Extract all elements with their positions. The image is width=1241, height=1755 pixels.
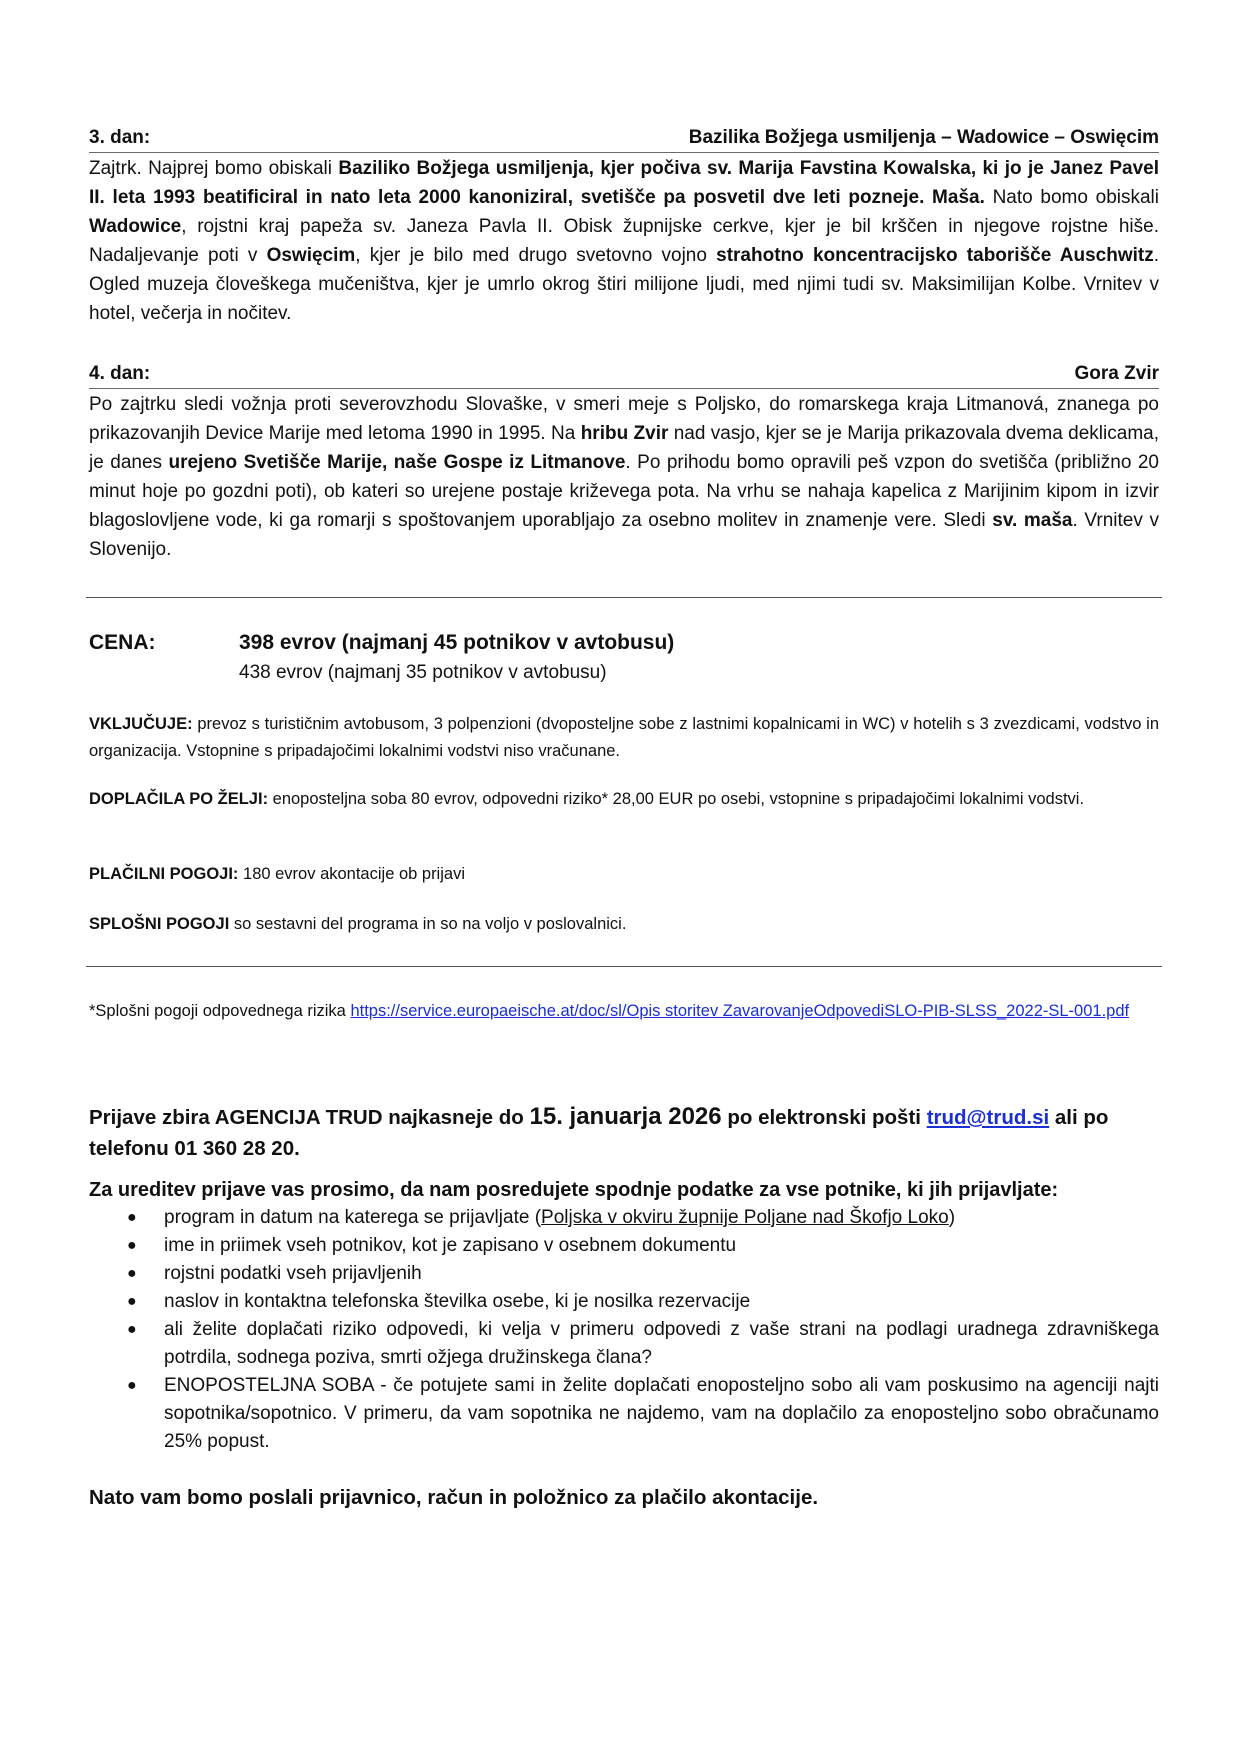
text-run-bold: sv. maša	[992, 510, 1073, 531]
bullet-icon: ●	[127, 1293, 137, 1310]
includes-text: prevoz s turističnim avtobusom, 3 polpenzioni (dvoposteljne sobe z lastnimi kopalnicami in WC) v hotelih s 3 zvezdicami, vodstvo in organizacija. Vstopnine s pripadajočimi lokalnimi vodstvi niso vračunane.	[89, 715, 1159, 760]
list-item: ● ali želite doplačati riziko odpovedi, ki velja v primeru odpovedi z vaše strani na podlagi uradnega zdravniškega potrdila, sodnega poziva, smrti ožjega družinskega člana?	[89, 1316, 1159, 1372]
day3-header	[89, 126, 1159, 153]
includes-label: VKLJUČUJE:	[89, 715, 193, 733]
text-run: Po zajtrku sledi vožnja proti severovzhodu Slovaške, v smeri meje s Poljsko, do romarskega kraja Litmanová, znanega po prikazovanjih Device Marije med letoma 1990 in 1995. Na	[89, 394, 1159, 444]
price-primary: 398 evrov (najmanj 45 potnikov v avtobusu)	[239, 631, 675, 654]
text-run: Nato bomo obiskali	[984, 187, 1159, 208]
footnote	[89, 998, 1159, 1025]
text-run: . Ogled muzeja človeškega mučeništva, kjer je umrlo okrog štiri milijone ljudi, med njimi tudi sv. Maksimilijan Kolbe. Vrnitev v hotel, večerja in nočitev.	[89, 245, 1160, 324]
text-run: . Po prihodu bomo opravili peš vzpon do svetišča (približno 20 minut hoje po gozdni poti), ob kateri so urejene postaje križevega pota. Na vrhu se nahaja kapelica z Marijinim kipom in izvir blagoslovljene vode, ki ga romarji s spoštovanjem uporabljajo za osebno molitev in znamenje vere. Sledi	[89, 452, 1159, 531]
text-run-bold: Wadowice	[89, 216, 182, 237]
text-run-bold: hribu Zvir	[580, 423, 669, 444]
general-terms-text: so sestavni del programa in so na voljo v poslovalnici.	[229, 915, 627, 933]
divider	[86, 597, 1162, 598]
payment-label: PLAČILNI POGOJI:	[89, 865, 239, 883]
text-run: . Vrnitev v Slovenijo.	[89, 510, 1159, 560]
day3-description	[89, 154, 1159, 328]
divider	[86, 966, 1162, 967]
day3-title: Bazilika Božjega usmiljenja – Wadowice – Oswięcim	[688, 127, 1159, 148]
bullet-icon: ●	[127, 1321, 137, 1338]
day4-header	[89, 362, 1159, 389]
day4-title: Gora Zvir	[1074, 363, 1159, 384]
insurance-terms-link[interactable]: https://service.europaeische.at/doc/sl/Opis storitev ZavarovanjeOdpovediSLO-PIB-SLSS_2022-SL-001.pdf	[350, 1002, 1130, 1020]
text-run-bold: strahotno koncentracijsko taborišče Auschwitz	[716, 245, 1154, 266]
price-secondary: 438 evrov (najmanj 35 potnikov v avtobusu)	[239, 662, 607, 683]
list-item: ● ime in priimek vseh potnikov, kot je zapisano v osebnem dokumentu	[89, 1232, 1159, 1260]
text-run-bold: Oswięcim	[266, 245, 356, 266]
payment-section	[89, 861, 1159, 888]
text-run-bold: Baziliko Božjega usmiljenja, kjer počiva sv. Marija Favstina Kowalska, ki jo je Janez Pavel II. leta 1993 beatificiral in nato leta 2000 kanoniziral, svetišče pa posvetil dve leti pozneje. Maša.	[89, 158, 1159, 208]
extras-text: enoposteljna soba 80 evrov, odpovedni riziko* 28,00 EUR po osebi, vstopnine s pripadajočimi lokalnimi vodstvi.	[268, 790, 1085, 808]
text-run-bold: urejeno Svetišče Marije, naše Gospe iz Litmanove	[168, 452, 626, 473]
extras-label: DOPLAČILA PO ŽELJI:	[89, 790, 269, 808]
registration-requirements-list	[89, 1204, 1159, 1456]
text-run: po elektronski pošti	[721, 1106, 927, 1129]
bullet-icon: ●	[127, 1209, 137, 1226]
text-run: nad vasjo, kjer se je Marija prikazovala dvema deklicama, je danes	[89, 423, 1159, 473]
text-run: , rojstni kraj papeža sv. Janeza Pavla II. Obisk župnijske cerkve, kjer je bil krščen in njegove rojstne hiše. Nadaljevanje poti v	[89, 216, 1159, 266]
registration-deadline: 15. januarja 2026	[529, 1103, 722, 1130]
registration-intro	[89, 1101, 1159, 1164]
day3-label: 3. dan:	[89, 127, 151, 148]
price-section	[89, 628, 1159, 698]
text-run: Zajtrk. Najprej bomo obiskali	[89, 158, 339, 179]
list-item: ● ENOPOSTELJNA SOBA - če potujete sami in želite doplačati enoposteljno sobo ali vam poskusimo na agenciji najti sopotnika/sopotnico. V primeru, da vam sopotnika ne najdemo, vam na doplačilo za enoposteljno sobo obračunamo 25% popust.	[89, 1372, 1159, 1456]
list-item: ● naslov in kontaktna telefonska številka osebe, ki je nosilka rezervacije	[89, 1288, 1159, 1316]
includes-section	[89, 711, 1159, 765]
program-name: Poljska v okviru župnije Poljane nad Škofjo Loko	[541, 1207, 949, 1228]
list-item: ● rojstni podatki vseh prijavljenih	[89, 1260, 1159, 1288]
text-run: , kjer je bilo med drugo svetovno vojno	[355, 245, 717, 266]
registration-request: Za ureditev prijave vas prosimo, da nam posredujete spodnje podatke za vse potnike, ki jih prijavljate:	[89, 1179, 1059, 1201]
payment-text: 180 evrov akontacije ob prijavi	[238, 865, 465, 883]
day4-description	[89, 390, 1159, 564]
text-run: ali po telefonu 01 360 28 20.	[89, 1106, 1109, 1160]
bullet-icon: ●	[127, 1237, 137, 1254]
list-item: ● program in datum na katerega se prijavljate (Poljska v okviru župnije Poljane nad Škofjo Loko)	[89, 1204, 1159, 1232]
extras-section	[89, 786, 1159, 813]
registration-closing: Nato vam bomo poslali prijavnico, račun in položnico za plačilo akontacije.	[89, 1486, 819, 1509]
general-terms-label: SPLOŠNI POGOJI	[89, 915, 230, 933]
general-terms-section	[89, 911, 1159, 938]
email-link[interactable]: trud@trud.si	[926, 1106, 1050, 1129]
bullet-icon: ●	[127, 1265, 137, 1282]
text-run: Prijave zbira AGENCIJA TRUD najkasneje do	[89, 1106, 530, 1129]
footnote-text: *Splošni pogoji odpovednega rizika	[89, 1002, 351, 1020]
bullet-icon: ●	[127, 1377, 137, 1394]
price-label: CENA:	[89, 631, 156, 654]
day4-label: 4. dan:	[89, 363, 151, 384]
